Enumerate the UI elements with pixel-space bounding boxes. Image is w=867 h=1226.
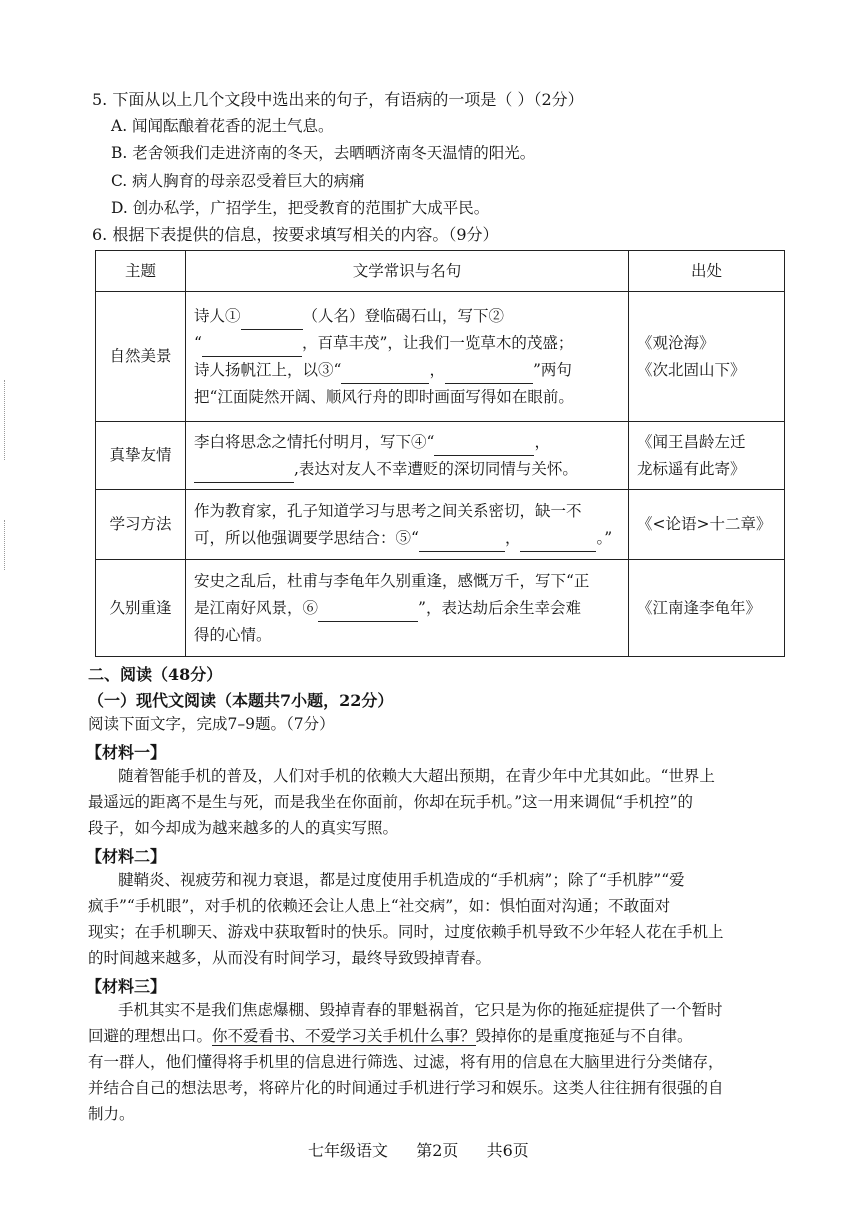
knowledge-line: 诗人① （人名）登临碣石山，写下② xyxy=(194,303,620,330)
header-source: 出处 xyxy=(629,251,785,292)
row-theme: 自然美景 xyxy=(96,292,186,422)
question-5-option-c: C. 病人胸育的母亲忍受着巨大的病痛 xyxy=(111,172,365,190)
paragraph-line: 手机其实不是我们焦虑爆棚、毁掉青春的罪魁祸首，它只是为你的拖延症提供了一个暂时 xyxy=(118,1001,723,1019)
page-footer xyxy=(308,1138,529,1161)
answer-blank-6[interactable] xyxy=(318,605,418,622)
row-source xyxy=(629,560,785,657)
header-knowledge: 文学常识与名句 xyxy=(186,251,629,292)
answer-blank-5a[interactable] xyxy=(419,535,505,552)
answer-blank-4a[interactable] xyxy=(434,439,534,456)
knowledge-line: 可，所以他强调要学思结合：⑤“ ， 。” xyxy=(194,525,620,552)
row-source xyxy=(629,490,785,560)
footer-total: 共6页 xyxy=(486,1141,529,1160)
literature-table xyxy=(95,250,785,657)
table-row xyxy=(96,292,785,422)
row-source xyxy=(629,422,785,490)
answer-blank-1[interactable] xyxy=(241,313,303,330)
row-knowledge xyxy=(186,292,629,422)
question-5-stem: 5. 下面从以上几个文段中选出来的句子，有语病的一项是（ ）（2分） xyxy=(92,90,584,109)
source-title: 《闻王昌龄左迁 xyxy=(637,432,746,451)
paragraph-line: 有一群人，他们懂得将手机里的信息进行筛选、过滤，将有用的信息在大脑里进行分类储存， xyxy=(88,1053,724,1071)
answer-blank-3a[interactable] xyxy=(341,367,429,384)
answer-blank-4b[interactable] xyxy=(194,466,294,483)
knowledge-line: 诗人扬帆江上，以③“ ， ”两句 xyxy=(194,357,620,384)
material-2-title: 【材料二】 xyxy=(86,847,167,866)
source-title: 龙标遥有此寄》 xyxy=(637,459,746,478)
knowledge-line: 安史之乱后，杜甫与李龟年久别重逢，感慨万千，写下“正 xyxy=(194,571,590,590)
question-5-option-b: B. 老舍领我们走进济南的冬天，去晒晒济南冬天温情的阳光。 xyxy=(111,144,536,162)
answer-blank-5b[interactable] xyxy=(520,535,596,552)
row-knowledge xyxy=(186,560,629,657)
footer-page: 第2页 xyxy=(416,1141,459,1160)
answer-blank-2[interactable] xyxy=(202,340,302,357)
paragraph-line: 回避的理想出口。你不爱看书、不爱学习关手机什么事？毁掉你的是重度拖延与不自律。 xyxy=(88,1027,693,1045)
knowledge-line: 得的心情。 xyxy=(194,625,272,644)
paragraph-line: 疯手”“手机眼”，对手机的依赖还会让人患上“社交病”，如：惧怕面对沟通；不敢面对 xyxy=(88,897,671,915)
paragraph-line: 并结合自己的想法思考，将碎片化的时间通过手机进行学习和娱乐。这类人往往拥有很强的自 xyxy=(88,1079,724,1097)
question-5-option-a: A. 闻闻酝酿着花香的泥土气息。 xyxy=(111,117,334,135)
paragraph-line: 随着智能手机的普及，人们对手机的依赖大大超出预期，在青少年中尤其如此。“世界上 xyxy=(118,767,715,785)
row-knowledge xyxy=(186,490,629,560)
row-knowledge xyxy=(186,422,629,490)
source-title: 《次北固山下》 xyxy=(637,360,746,379)
knowledge-line: 是江南好风景，⑥ ”，表达劫后余生幸会难 xyxy=(194,595,620,622)
paragraph-line: 最遥远的距离不是生与死，而是我坐在你面前，你却在玩手机。”这一用来调侃“手机控”的 xyxy=(88,793,694,811)
footer-subject: 七年级语文 xyxy=(308,1141,389,1160)
row-theme: 学习方法 xyxy=(96,490,186,560)
header-theme: 主题 xyxy=(96,251,186,292)
answer-blank-3b[interactable] xyxy=(445,367,533,384)
source-title: 《江南逢李龟年》 xyxy=(637,598,762,617)
row-source xyxy=(629,292,785,422)
knowledge-line: 作为教育家，孔子知道学习与思考之间关系密切，缺一不 xyxy=(194,501,582,520)
paragraph-line: 的时间越来越多，从而没有时间学习，最终导致毁掉青春。 xyxy=(88,949,492,967)
paragraph-line: 腱鞘炎、视疲劳和视力衰退，都是过度使用手机造成的“手机病”；除了“手机脖”“爱 xyxy=(118,871,685,889)
source-title: 《<论语>十二章》 xyxy=(637,515,772,533)
question-6-stem: 6. 根据下表提供的信息，按要求填写相关的内容。（9分） xyxy=(92,225,499,244)
row-theme: 真挚友情 xyxy=(96,422,186,490)
table-row xyxy=(96,422,785,490)
part-title: （一）现代文阅读（本题共7小题，22分） xyxy=(88,691,394,710)
section-title: 二、阅读（48分） xyxy=(88,665,223,684)
binding-margin-mark xyxy=(4,520,15,570)
reading-instruction: 阅读下面文字，完成7–9题。（7分） xyxy=(88,715,335,733)
source-title: 《观沧海》 xyxy=(637,333,715,352)
underlined-sentence: 你不爱看书、不爱学习关手机什么事？ xyxy=(212,1027,476,1045)
paragraph-line: 制力。 xyxy=(88,1105,135,1123)
question-5-option-d: D. 创办私学，广招学生，把受教育的范围扩大成平民。 xyxy=(111,199,490,217)
binding-margin-mark xyxy=(4,380,15,460)
row-theme: 久别重逢 xyxy=(96,560,186,657)
knowledge-line: 李白将思念之情托付明月，写下④“ ， xyxy=(194,429,620,456)
knowledge-line: ,表达对友人不幸遭贬的深切同情与关怀。 xyxy=(194,456,620,483)
knowledge-line: “ ，百草丰茂”，让我们一览草木的茂盛； xyxy=(194,330,620,357)
paragraph-line: 现实；在手机聊天、游戏中获取暂时的快乐。同时，过度依赖手机导致不少年轻人花在手机上 xyxy=(88,923,724,941)
table-row xyxy=(96,560,785,657)
material-3-title: 【材料三】 xyxy=(86,977,167,996)
material-1-title: 【材料一】 xyxy=(86,743,167,762)
knowledge-line: 把“江面陡然开阔、顺风行舟的即时画面写得如在眼前。 xyxy=(194,387,574,406)
table-row xyxy=(96,490,785,560)
paragraph-line: 段子，如今却成为越来越多的人的真实写照。 xyxy=(88,819,399,837)
table-header-row xyxy=(96,251,785,292)
